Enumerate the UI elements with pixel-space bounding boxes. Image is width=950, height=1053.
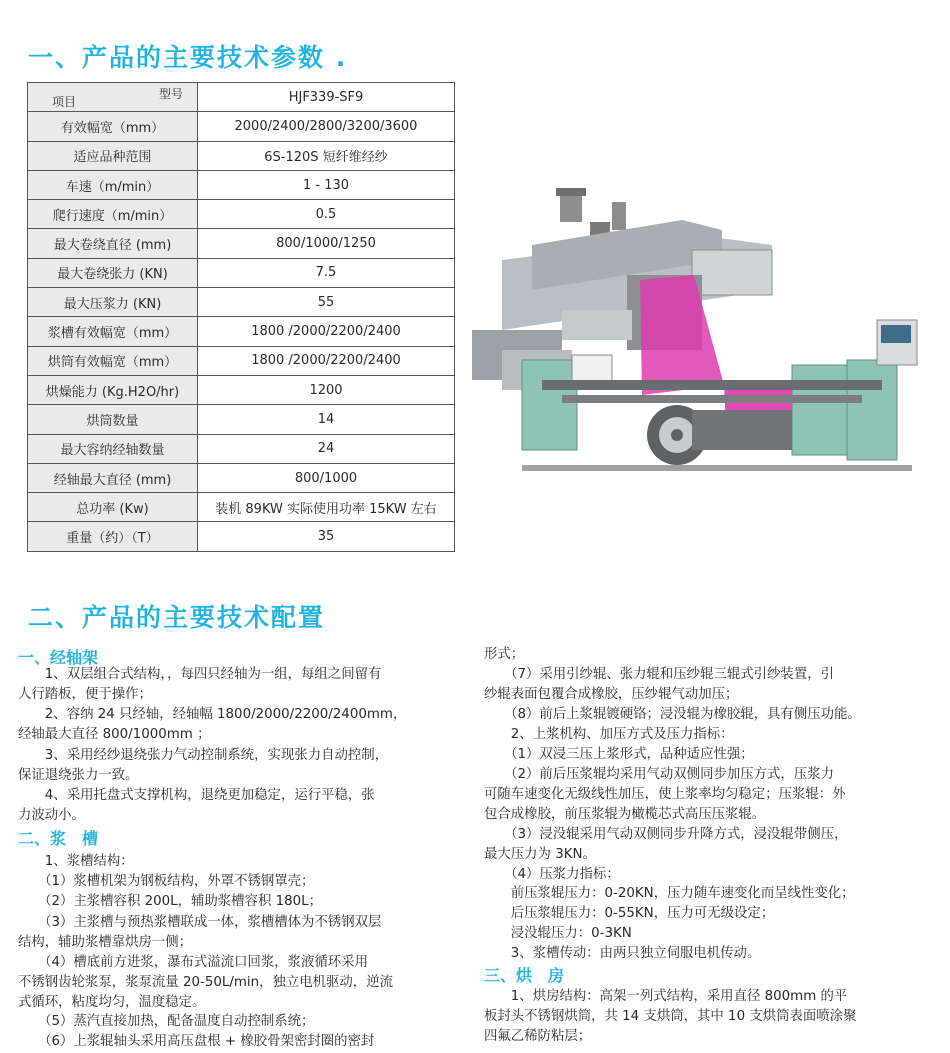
spec-label: 最大卷绕张力 (KN) [28, 258, 198, 287]
subheading-size-box: 二、浆 槽 [18, 829, 99, 848]
paragraph-line: （5）蒸汽直接加热，配备温度自动控制系统； [18, 1014, 315, 1029]
paragraph-line: 前压浆辊压力：0-20KN，压力随车速变化而呈线性变化； [484, 886, 855, 901]
spec-value: 1 - 130 [198, 170, 455, 199]
sizing-machine-image [462, 180, 942, 480]
paragraph-line: 经轴最大直径 800/1000mm ； [18, 727, 211, 742]
table-row [28, 493, 455, 522]
paragraph-line: 1、烘房结构：高架一列式结构，采用直径 800mm 的平 [484, 989, 848, 1004]
spec-value: 7.5 [198, 258, 455, 287]
spec-value: 1200 [198, 375, 455, 404]
table-row [28, 463, 455, 492]
paragraph-line: 1、双层组合式结构，，每四只经轴为一组，每组之间留有 [18, 667, 382, 682]
paragraph-line: 包合成橡胶，前压浆辊为橄榄芯式高压压浆辊。 [484, 807, 766, 822]
paragraph-line: 后压浆辊压力：0-55KN，压力可无级设定； [484, 906, 775, 921]
paragraph-line: （7）采用引纱辊、张力辊和压纱辊三辊式引纱装置，引 [484, 667, 834, 682]
spec-label: 爬行速度（m/min） [28, 200, 198, 229]
paragraph-line: （3）浸没辊采用气动双侧同步升降方式，浸没辊带侧压， [484, 827, 848, 842]
spec-label: 重量（约）（T） [28, 522, 198, 551]
table-row [28, 317, 455, 346]
spec-value: 800/1000 [198, 463, 455, 492]
table-row [28, 375, 455, 404]
paragraph-line: 最大压力为 3KN。 [484, 847, 596, 862]
table-header-row [28, 83, 455, 112]
paragraph-line: （1）浆槽机架为钢板结构，外罩不锈钢罩壳； [18, 874, 315, 889]
table-row [28, 522, 455, 551]
section-title-configuration: 二、产品的主要技术配置 [28, 603, 326, 632]
spec-value: 装机 89KW 实际使用功率 15KW 左右 [198, 493, 455, 522]
paragraph-line: 结构，辅助浆槽靠烘房一侧； [18, 935, 193, 950]
paragraph-line: 3、浆槽传动：由两只独立伺服电机传动。 [484, 946, 761, 961]
paragraph-line: 浸没辊压力：0-3KN [484, 926, 632, 941]
paragraph-line: （3）主浆槽与预热浆槽联成一体，浆槽槽体为不锈钢双层 [18, 915, 382, 930]
spec-label: 烘筒有效幅宽（mm） [28, 346, 198, 375]
table-row [28, 229, 455, 258]
table-header-corner [28, 83, 198, 112]
table-row [28, 170, 455, 199]
spec-value: 1800 /2000/2200/2400 [198, 317, 455, 346]
paragraph-line: （1）双浸三压上浆形式，品种适应性强； [484, 747, 754, 762]
header-model-label: 型号 [158, 87, 183, 101]
spec-label: 最大卷绕直径 (mm) [28, 229, 198, 258]
paragraph-line: （8）前后上浆辊镀硬铬；浸没辊为橡胶辊，具有侧压功能。 [484, 707, 861, 722]
spec-label: 车速（m/min） [28, 170, 198, 199]
spec-label: 有效幅宽（mm） [28, 112, 198, 141]
paragraph-line: （2）主浆槽容积 200L，辅助浆槽容积 180L； [18, 894, 323, 909]
table-row [28, 434, 455, 463]
subheading-drying-room: 三、烘 房 [484, 966, 565, 985]
spec-label: 最大压浆力 (KN) [28, 288, 198, 317]
paragraph-line: （4）压浆力指标： [484, 867, 620, 882]
paragraph-line: 2、上浆机构、加压方式及压力指标： [484, 727, 734, 742]
spec-label: 最大容纳经轴数量 [28, 434, 198, 463]
paragraph-line: 3、采用经纱退绕张力气动控制系统，实现张力自动控制， [18, 748, 389, 763]
paragraph-line: 2、容纳 24 只经轴，经轴幅 1800/2000/2200/2400mm， [18, 707, 407, 722]
paragraph-line: 四氟乙稀防粘层； [484, 1029, 592, 1044]
spec-table [27, 82, 455, 552]
spec-label: 经轴最大直径 (mm) [28, 463, 198, 492]
paragraph-line: 4、采用托盘式支撑机构，退绕更加稳定，运行平稳，张 [18, 788, 375, 803]
spec-label: 适应品种范围 [28, 141, 198, 170]
table-row [28, 405, 455, 434]
paragraph-line: 人行踏板，便于操作； [18, 687, 152, 702]
spec-value: 24 [198, 434, 455, 463]
paragraph-line: 可随车速变化无级线性加压，使上浆率均匀稳定；压浆辊：外 [484, 787, 846, 802]
section-title-parameters: 一、产品的主要技术参数 . [28, 43, 348, 72]
paragraph-line: 1、浆槽结构： [18, 854, 134, 869]
spec-value: 35 [198, 522, 455, 551]
table-row [28, 200, 455, 229]
paragraph-line: 形式； [484, 647, 525, 662]
header-item-label: 项目 [52, 95, 77, 110]
table-row [28, 112, 455, 141]
paragraph-line: 不锈钢齿轮浆泵，浆泵流量 20-50L/min，独立电机驱动，逆流 [18, 975, 393, 990]
paragraph-line: （6）上浆辊轴头采用高压盘根 + 橡胶骨架密封圈的密封 [18, 1034, 375, 1049]
table-row [28, 258, 455, 287]
spec-value: 1800 /2000/2200/2400 [198, 346, 455, 375]
paragraph-line: 保证退绕张力一致。 [18, 768, 139, 783]
paragraph-line: 式循环，粘度均匀，温度稳定。 [18, 995, 206, 1010]
spec-label: 浆槽有效幅宽（mm） [28, 317, 198, 346]
spec-value: 800/1000/1250 [198, 229, 455, 258]
spec-value: 6S-120S 短纤维经纱 [198, 141, 455, 170]
subheading-warp-beam-creel: 一、经轴架 [18, 648, 99, 667]
header-model-value: HJF339-SF9 [198, 83, 455, 112]
table-row [28, 346, 455, 375]
paragraph-line: （2）前后压浆辊均采用气动双侧同步加压方式，压浆力 [484, 767, 834, 782]
spec-value: 0.5 [198, 200, 455, 229]
spec-label: 烘燥能力 (Kg.H2O/hr) [28, 375, 198, 404]
table-row [28, 288, 455, 317]
spec-label: 总功率 (Kw) [28, 493, 198, 522]
paragraph-line: 力波动小。 [18, 808, 85, 823]
paragraph-line: 纱辊表面包覆合成橡胶，压纱辊气动加压； [484, 687, 739, 702]
paragraph-line: （4）槽底前方进浆，瀑布式溢流口回浆，浆液循环采用 [18, 955, 368, 970]
table-row [28, 141, 455, 170]
spec-value: 14 [198, 405, 455, 434]
paragraph-line: 板封头不锈钢烘筒，共 14 支烘筒，其中 10 支烘筒表面喷涂聚 [484, 1009, 857, 1024]
spec-label: 烘筒数量 [28, 405, 198, 434]
spec-value: 55 [198, 288, 455, 317]
spec-value: 2000/2400/2800/3200/3600 [198, 112, 455, 141]
